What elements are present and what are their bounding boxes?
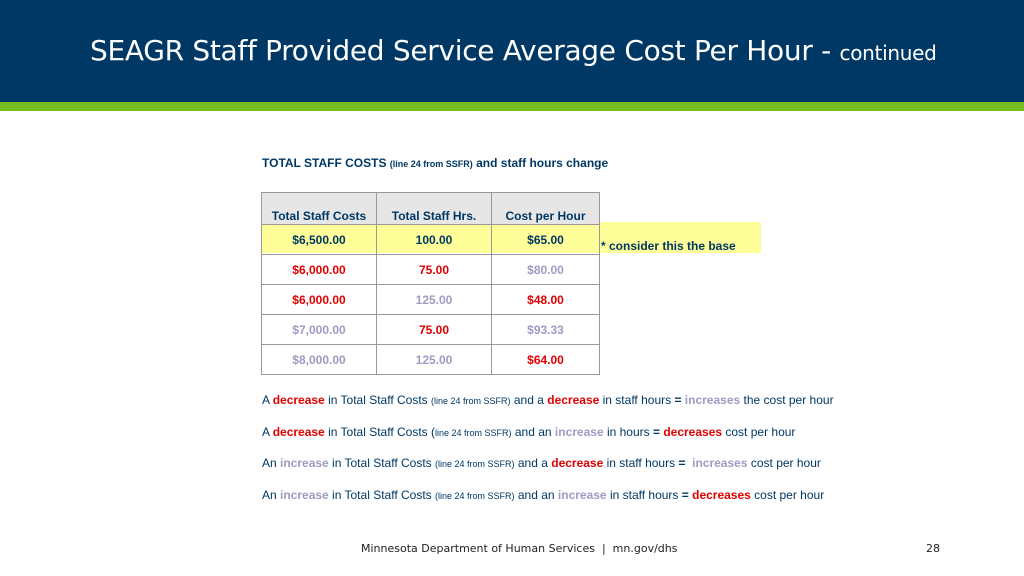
table-row [262, 255, 600, 285]
cell-hours: 100.00 [377, 225, 492, 255]
stmt-term: decrease [272, 393, 325, 407]
stmt-result: decreases [692, 488, 751, 502]
cell-hours: 75.00 [377, 315, 492, 345]
stmt-text: cost per hour [747, 456, 821, 470]
stmt-term: decrease [272, 425, 325, 439]
cell-hours: 125.00 [377, 345, 492, 375]
stmt-text: A [262, 425, 273, 439]
stmt-equals: = [674, 393, 685, 407]
cell-costs: $8,000.00 [262, 345, 377, 375]
stmt-source: (line 24 from SSFR) [431, 396, 511, 406]
stmt-text: and an [514, 488, 558, 502]
stmt-text: in Total Staff Costs ( [324, 425, 436, 439]
statement-line [262, 393, 834, 407]
stmt-source: (line 24 from SSFR) [435, 459, 515, 469]
stmt-equals: = [681, 488, 693, 502]
stmt-text: and an [511, 425, 555, 439]
title-bar [0, 0, 1024, 102]
stmt-text: cost per hour [750, 488, 825, 502]
stmt-text: in Total Staff Costs [328, 456, 435, 470]
cell-cost-per-hour: $80.00 [492, 255, 600, 285]
title-main: SEAGR Staff Provided Service Average Cost Per Hour - [90, 34, 840, 67]
stmt-text: and a [510, 393, 548, 407]
header-accent-rule [0, 102, 1024, 111]
caption-source: (line 24 from SSFR) [389, 159, 473, 169]
stmt-term: increase [280, 488, 329, 502]
stmt-result: increases [684, 393, 741, 407]
caption-main: TOTAL STAFF COSTS [262, 156, 390, 170]
stmt-term: increase [554, 425, 604, 439]
cell-hours: 125.00 [377, 285, 492, 315]
cell-cost-per-hour: $64.00 [492, 345, 600, 375]
stmt-result: decreases [663, 425, 723, 439]
table-row-base [262, 225, 600, 255]
table-row [262, 285, 600, 315]
stmt-equals: = [678, 456, 693, 470]
page-title [90, 34, 937, 67]
stmt-term: increase [557, 488, 607, 502]
table-row [262, 315, 600, 345]
stmt-text: and a [514, 456, 552, 470]
stmt-term: increase [280, 456, 329, 470]
cell-cost-per-hour: $48.00 [492, 285, 600, 315]
caption-rest: and staff hours change [472, 156, 609, 170]
stmt-result: increases [692, 456, 748, 470]
stmt-text: A [262, 393, 273, 407]
cell-costs: $7,000.00 [262, 315, 377, 345]
stmt-text: An [262, 456, 281, 470]
cell-costs: $6,000.00 [262, 255, 377, 285]
stmt-source: (line 24 from SSFR) [435, 491, 515, 501]
cell-cost-per-hour: $93.33 [492, 315, 600, 345]
stmt-text: the cost per hour [740, 393, 834, 407]
stmt-text: in staff hours [599, 393, 675, 407]
stmt-text: in Total Staff Costs [324, 393, 432, 407]
cell-hours: 75.00 [377, 255, 492, 285]
stmt-text: An [262, 488, 281, 502]
stmt-equals: = [652, 425, 664, 439]
title-suffix: continued [839, 41, 937, 65]
footer-organization: Minnesota Department of Human Services | mn.gov/dhs [361, 542, 678, 555]
stmt-text: in staff hours [603, 456, 679, 470]
table-header-row [262, 193, 600, 225]
cell-costs: $6,000.00 [262, 285, 377, 315]
stmt-text: in staff hours [606, 488, 682, 502]
stmt-source: line 24 from SSFR) [435, 428, 512, 438]
base-note: * consider this the base [601, 239, 736, 253]
cell-cost-per-hour: $65.00 [492, 225, 600, 255]
header-total-staff-costs: Total Staff Costs [262, 193, 377, 225]
page-number: 28 [926, 542, 940, 555]
cost-table [261, 192, 600, 375]
statement-line [262, 425, 795, 439]
stmt-text: cost per hour [722, 425, 796, 439]
stmt-term: decrease [547, 393, 600, 407]
header-cost-per-hour: Cost per Hour [492, 193, 600, 225]
stmt-text: in Total Staff Costs [328, 488, 435, 502]
header-total-staff-hrs: Total Staff Hrs. [377, 193, 492, 225]
table-caption [262, 156, 608, 170]
statement-line [262, 456, 821, 470]
cell-costs: $6,500.00 [262, 225, 377, 255]
table-row [262, 345, 600, 375]
statement-line [262, 488, 824, 502]
stmt-text: in hours [603, 425, 653, 439]
stmt-term: decrease [551, 456, 604, 470]
